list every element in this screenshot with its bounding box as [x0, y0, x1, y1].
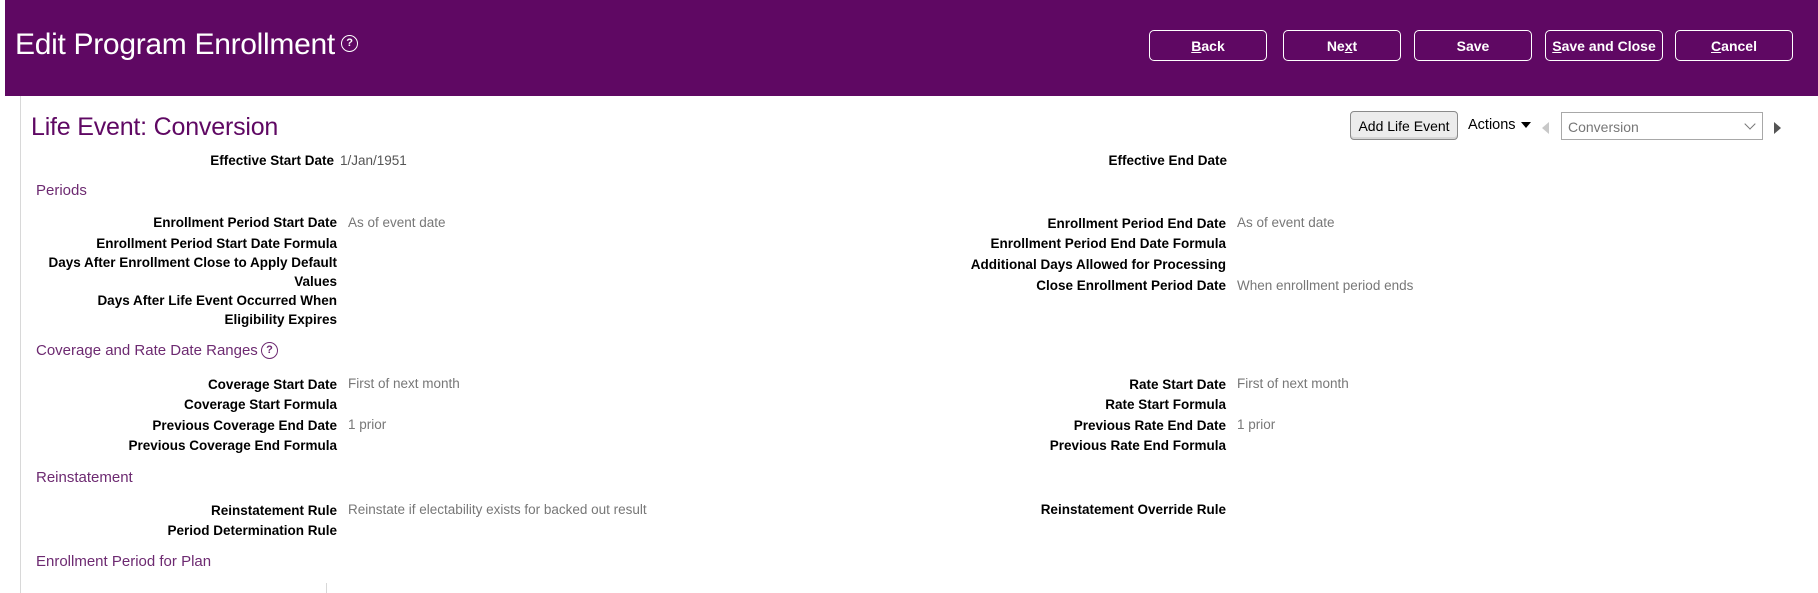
save-and-close-button[interactable]: Save and Close	[1545, 30, 1663, 61]
enrollment-period-start-date-value: As of event date	[348, 215, 446, 230]
actions-menu[interactable]	[1468, 117, 1531, 133]
save-button[interactable]: Save	[1414, 30, 1532, 61]
previous-rate-end-date-label: Previous Rate End Date	[1073, 418, 1226, 433]
divider	[326, 583, 327, 593]
back-button[interactable]: Back	[1149, 30, 1267, 61]
effective-start-date-value: 1/Jan/1951	[340, 153, 407, 168]
previous-coverage-end-date-value: 1 prior	[348, 417, 387, 432]
reinstatement-rule-value: Reinstate if electability exists for backed out result	[348, 502, 647, 517]
enrollment-period-start-formula-label: Enrollment Period Start Date Formula	[96, 236, 337, 251]
effective-start-date-label: Effective Start Date	[210, 153, 334, 168]
coverage-start-date-label: Coverage Start Date	[207, 377, 337, 392]
cancel-button[interactable]: Cancel	[1675, 30, 1793, 61]
help-icon[interactable]: ?	[341, 35, 358, 52]
enrollment-period-end-formula-label: Enrollment Period End Date Formula	[990, 236, 1226, 251]
section-coverage-rate[interactable]: Coverage and Rate Date Ranges	[36, 342, 258, 359]
rate-start-date-value: First of next month	[1237, 376, 1349, 391]
effective-end-date-label: Effective End Date	[1108, 153, 1227, 168]
section-enrollment-period-plan[interactable]: Enrollment Period for Plan	[36, 553, 212, 570]
page-title	[15, 28, 358, 62]
additional-days-label: Additional Days Allowed for Processing	[970, 257, 1226, 272]
caret-down-icon	[1521, 122, 1531, 128]
section-periods[interactable]: Periods	[36, 182, 87, 199]
enrollment-period-start-date-label: Enrollment Period Start Date	[153, 215, 337, 230]
coverage-start-date-value: First of next month	[348, 376, 460, 391]
help-icon[interactable]: ?	[261, 342, 278, 359]
section-reinstatement[interactable]: Reinstatement	[36, 469, 133, 486]
chevron-down-icon	[1744, 118, 1755, 129]
days-after-life-event-label: Days After Life Event Occurred When Eligibility Expires	[97, 293, 337, 327]
next-arrow-icon[interactable]	[1774, 122, 1781, 134]
life-event-title: Life Event: Conversion	[31, 113, 279, 141]
enrollment-period-end-date-label: Enrollment Period End Date	[1047, 216, 1226, 231]
life-event-select[interactable]	[1561, 112, 1763, 140]
rate-start-formula-label: Rate Start Formula	[1105, 397, 1226, 412]
previous-coverage-end-date-label: Previous Coverage End Date	[152, 418, 337, 433]
close-enrollment-period-date-value: When enrollment period ends	[1237, 278, 1414, 293]
next-button[interactable]: Next	[1283, 30, 1401, 61]
add-life-event-button[interactable]: Add Life Event	[1350, 111, 1458, 140]
period-determination-rule-label: Period Determination Rule	[167, 523, 337, 538]
rate-start-date-label: Rate Start Date	[1129, 377, 1226, 392]
page-title-text: Edit Program Enrollment	[15, 28, 335, 61]
enrollment-period-end-date-value: As of event date	[1237, 215, 1335, 230]
close-enrollment-period-date-label: Close Enrollment Period Date	[1036, 278, 1226, 293]
previous-arrow-icon[interactable]	[1542, 122, 1549, 134]
reinstatement-override-rule-label: Reinstatement Override Rule	[1040, 502, 1226, 517]
actions-label: Actions	[1468, 117, 1516, 133]
coverage-start-formula-label: Coverage Start Formula	[183, 397, 337, 412]
previous-rate-end-date-value: 1 prior	[1237, 417, 1276, 432]
previous-coverage-end-formula-label: Previous Coverage End Formula	[128, 438, 337, 453]
life-event-select-value: Conversion	[1568, 119, 1639, 135]
reinstatement-rule-label: Reinstatement Rule	[210, 503, 337, 518]
previous-rate-end-formula-label: Previous Rate End Formula	[1049, 438, 1226, 453]
days-after-close-label: Days After Enrollment Close to Apply Default Values	[48, 255, 337, 289]
